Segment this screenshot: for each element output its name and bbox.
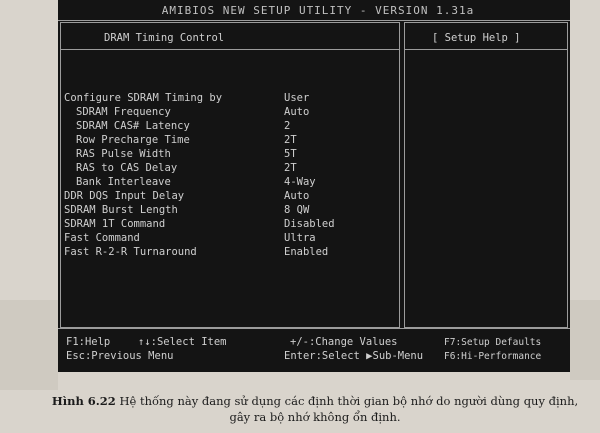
help-title: [ Setup Help ]	[432, 32, 521, 44]
hi-performance-key[interactable]: F6:Hi-Performance	[444, 351, 542, 362]
setting-label[interactable]: Configure SDRAM Timing by	[64, 92, 223, 104]
setting-value[interactable]: 5T	[284, 148, 297, 160]
setting-value[interactable]: Enabled	[284, 246, 329, 258]
setting-value[interactable]: User	[284, 92, 310, 104]
setting-label[interactable]: Fast R-2-R Turnaround	[64, 246, 197, 258]
footer-divider	[58, 328, 570, 329]
setting-label[interactable]: SDRAM Burst Length	[64, 204, 178, 216]
setting-label[interactable]: SDRAM 1T Command	[64, 218, 166, 230]
setting-label[interactable]: RAS Pulse Width	[76, 148, 171, 160]
setting-label[interactable]: Fast Command	[64, 232, 140, 244]
page-background-left	[0, 300, 58, 390]
bios-screen	[58, 0, 570, 372]
setting-value[interactable]: 2T	[284, 134, 297, 146]
figure-label: Hình 6.22	[51, 394, 116, 408]
setting-value[interactable]: Ultra	[284, 232, 316, 244]
setting-value[interactable]: Auto	[284, 106, 310, 118]
help-key[interactable]: F1:Help	[66, 336, 111, 348]
figure-caption-text: Hệ thống này đang sử dụng các định thời gian bộ nhớ do người dùng quy định, gây ra bộ nhớ không ổn định.	[119, 394, 579, 424]
change-values-key[interactable]: +/-:Change Values	[290, 336, 398, 348]
bios-header-title: AMIBIOS NEW SETUP UTILITY - VERSION 1.31a	[161, 4, 475, 17]
previous-menu-key[interactable]: Esc:Previous Menu	[66, 350, 174, 362]
settings-panel	[60, 22, 400, 328]
setting-value[interactable]: Disabled	[284, 218, 335, 230]
figure-caption	[50, 393, 580, 425]
setting-value[interactable]: 4-Way	[284, 176, 316, 188]
setting-label[interactable]: SDRAM Frequency	[76, 106, 171, 118]
panel-title: DRAM Timing Control	[104, 32, 225, 44]
setting-value[interactable]: Auto	[284, 190, 310, 202]
setting-label[interactable]: DDR DQS Input Delay	[64, 190, 185, 202]
setting-label[interactable]: Bank Interleave	[76, 176, 171, 188]
setting-label[interactable]: Row Precharge Time	[76, 134, 190, 146]
help-panel	[404, 22, 568, 328]
setting-value[interactable]: 8 QW	[284, 204, 310, 216]
page-background-right	[570, 300, 600, 380]
setting-label[interactable]: SDRAM CAS# Latency	[76, 120, 190, 132]
setting-value[interactable]: 2	[284, 120, 291, 132]
setup-defaults-key[interactable]: F7:Setup Defaults	[444, 337, 542, 348]
setting-label[interactable]: RAS to CAS Delay	[76, 162, 178, 174]
setting-value[interactable]: 2T	[284, 162, 297, 174]
select-submenu-key[interactable]: Enter:Select ▶Sub-Menu	[284, 350, 424, 362]
header-divider	[58, 20, 570, 21]
select-item-key[interactable]: ↑↓:Select Item	[138, 336, 227, 348]
